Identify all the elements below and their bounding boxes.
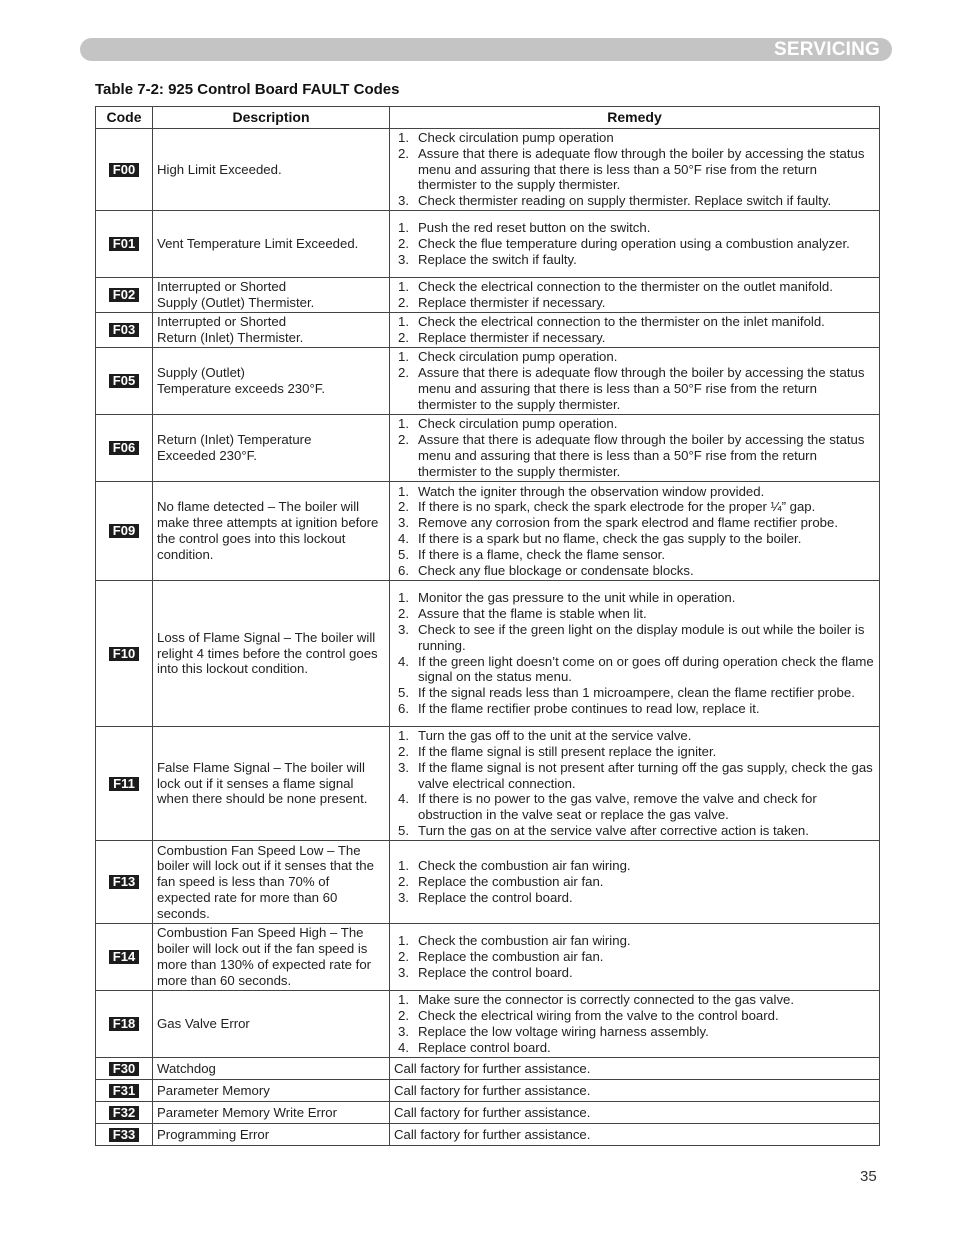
remedy-step xyxy=(394,531,875,547)
step-text: Check the electrical connection to the thermister on the inlet manifold. xyxy=(418,314,825,330)
step-number: 2. xyxy=(398,432,409,448)
step-text: Remove any corrosion from the spark electrod and flame rectifier probe. xyxy=(418,515,838,531)
remedy-text: Call factory for further assistance. xyxy=(394,1104,591,1120)
step-text: If the flame rectifier probe continues to read low, replace it. xyxy=(418,700,760,716)
remedy-step xyxy=(394,791,875,823)
remedy-step xyxy=(394,279,875,295)
description-cell xyxy=(153,581,390,727)
remedy-step xyxy=(394,949,875,965)
description-cell xyxy=(153,1124,390,1146)
step-text: Make sure the connector is correctly connected to the gas valve. xyxy=(418,992,795,1008)
description-line: Watchdog xyxy=(157,1060,216,1076)
description-line: Supply (Outlet) Thermister. xyxy=(157,295,315,310)
step-text: If there is no spark, check the spark electrode for the proper ¼” gap. xyxy=(418,499,816,515)
fault-code-badge: F30 xyxy=(109,1062,139,1076)
fault-code-cell xyxy=(96,1102,153,1124)
description-line: No flame detected – The boiler will make three attempts at ignition before the control goes into this lockout condition. xyxy=(157,499,379,562)
remedy-cell xyxy=(390,313,880,348)
remedy-cell xyxy=(390,841,880,924)
remedy-step xyxy=(394,146,875,193)
remedy-step xyxy=(394,858,875,874)
table-row xyxy=(96,415,880,482)
remedy-steps xyxy=(394,220,875,267)
step-text: Check thermister reading on supply thermister. Replace switch if faulty. xyxy=(418,193,832,209)
step-text: Replace the combustion air fan. xyxy=(418,874,604,890)
step-text: Replace the control board. xyxy=(418,889,573,905)
description-line: Temperature exceeds 230°F. xyxy=(157,381,326,396)
step-text: Assure that there is adequate flow through the boiler by accessing the status menu and assuring that there is less than a 50°F rise from the return thermister to the supply thermister. xyxy=(418,432,865,479)
remedy-step xyxy=(394,965,875,981)
step-number: 3. xyxy=(398,193,409,209)
step-number: 1. xyxy=(398,933,409,949)
table-body xyxy=(96,129,880,1146)
fault-code-badge: F01 xyxy=(109,237,139,251)
step-text: Check the electrical connection to the thermister on the outlet manifold. xyxy=(418,279,833,295)
step-number: 1. xyxy=(398,483,409,499)
fault-code-badge: F31 xyxy=(109,1084,139,1098)
fault-code-cell xyxy=(96,482,153,581)
remedy-step xyxy=(394,484,875,500)
step-text: Assure that there is adequate flow through the boiler by accessing the status menu and assuring that there is less than a 50°F rise from the return thermister to the supply thermister. xyxy=(418,145,865,193)
remedy-step xyxy=(394,515,875,531)
description-cell xyxy=(153,348,390,415)
step-number: 1. xyxy=(398,314,409,330)
fault-code-cell xyxy=(96,924,153,991)
step-text: If the flame signal is still present replace the igniter. xyxy=(418,744,717,759)
description-cell xyxy=(153,727,390,841)
step-number: 1. xyxy=(398,130,409,145)
description-line: Loss of Flame Signal – The boiler will relight 4 times before the control goes into this lockout condition. xyxy=(157,629,378,677)
step-number: 1. xyxy=(398,349,409,365)
table-row xyxy=(96,482,880,581)
table-row xyxy=(96,313,880,348)
fault-code-cell xyxy=(96,1080,153,1102)
step-text: Check circulation pump operation. xyxy=(418,416,618,432)
fault-code-cell xyxy=(96,348,153,415)
table-row xyxy=(96,1124,880,1146)
description-line: High Limit Exceeded. xyxy=(157,161,282,177)
step-number: 2. xyxy=(398,236,409,252)
fault-code-cell xyxy=(96,278,153,313)
remedy-cell xyxy=(390,924,880,991)
remedy-step xyxy=(394,728,875,744)
fault-code-cell xyxy=(96,1058,153,1080)
fault-code-cell xyxy=(96,581,153,727)
step-number: 3. xyxy=(398,515,409,531)
remedy-step xyxy=(394,349,875,365)
fault-code-badge: F06 xyxy=(109,441,139,455)
fault-code-badge: F18 xyxy=(109,1017,139,1031)
description-line: Exceeded 230°F. xyxy=(157,448,257,463)
step-number: 5. xyxy=(398,546,409,562)
description-line: Return (Inlet) Temperature xyxy=(157,432,312,448)
step-text: Replace the low voltage wiring harness assembly. xyxy=(418,1024,709,1039)
section-header-bar xyxy=(80,38,892,61)
step-number: 3. xyxy=(398,1024,409,1039)
fault-code-cell xyxy=(96,415,153,482)
remedy-steps xyxy=(394,484,875,579)
remedy-steps xyxy=(394,992,875,1055)
step-text: Assure that there is adequate flow through the boiler by accessing the status menu and assuring that there is less than a 50°F rise from the return thermister to the supply thermister. xyxy=(418,365,865,412)
description-cell xyxy=(153,129,390,211)
remedy-step xyxy=(394,654,875,686)
remedy-step xyxy=(394,193,875,209)
fault-code-badge: F09 xyxy=(109,524,139,538)
step-text: Replace thermister if necessary. xyxy=(418,330,606,345)
column-header-description: Description xyxy=(153,107,390,129)
table-row xyxy=(96,924,880,991)
fault-code-cell xyxy=(96,841,153,924)
remedy-step xyxy=(394,1040,875,1056)
remedy-cell xyxy=(390,211,880,278)
remedy-step xyxy=(394,823,875,839)
step-number: 2. xyxy=(398,365,409,381)
remedy-step xyxy=(394,314,875,330)
step-text: Monitor the gas pressure to the unit while in operation. xyxy=(418,590,736,606)
description-line: Interrupted or Shorted xyxy=(157,314,287,330)
remedy-cell xyxy=(390,991,880,1058)
fault-code-cell xyxy=(96,1124,153,1146)
description-cell xyxy=(153,991,390,1058)
fault-code-cell xyxy=(96,991,153,1058)
fault-code-table xyxy=(95,106,880,1146)
step-number: 3. xyxy=(398,889,409,905)
step-number: 1. xyxy=(398,416,409,432)
step-text: If the flame signal is not present after turning off the gas supply, check the gas valve electrical connection. xyxy=(418,759,873,791)
fault-code-cell xyxy=(96,313,153,348)
fault-code-badge: F02 xyxy=(109,288,139,302)
section-title: SERVICING xyxy=(774,39,880,60)
remedy-text: Call factory for further assistance. xyxy=(394,1082,591,1098)
remedy-cell xyxy=(390,727,880,841)
remedy-step xyxy=(394,992,875,1008)
step-number: 1. xyxy=(398,220,409,236)
column-header-remedy: Remedy xyxy=(390,107,880,129)
fault-code-badge: F14 xyxy=(109,950,139,964)
remedy-step xyxy=(394,890,875,906)
step-number: 6. xyxy=(398,700,409,716)
description-cell xyxy=(153,482,390,581)
step-text: Check the electrical wiring from the valve to the control board. xyxy=(418,1008,779,1024)
table-header-row xyxy=(96,107,880,129)
step-number: 2. xyxy=(398,145,409,161)
remedy-step xyxy=(394,295,875,311)
fault-code-cell xyxy=(96,211,153,278)
step-number: 1. xyxy=(398,279,409,295)
step-number: 2. xyxy=(398,949,409,965)
step-text: Replace the control board. xyxy=(418,964,573,980)
fault-code-badge: F11 xyxy=(109,777,139,791)
step-text: Replace control board. xyxy=(418,1039,551,1055)
remedy-step xyxy=(394,590,875,606)
table-row xyxy=(96,1058,880,1080)
remedy-cell xyxy=(390,129,880,211)
remedy-step xyxy=(394,744,875,760)
description-cell xyxy=(153,924,390,991)
description-cell xyxy=(153,211,390,278)
step-number: 2. xyxy=(398,874,409,890)
description-cell xyxy=(153,278,390,313)
fault-code-badge: F10 xyxy=(109,647,139,661)
step-text: Replace thermister if necessary. xyxy=(418,295,606,310)
fault-code-badge: F03 xyxy=(109,323,139,337)
description-line: Programming Error xyxy=(157,1126,270,1142)
description-cell xyxy=(153,313,390,348)
step-text: If the signal reads less than 1 microampere, clean the flame rectifier probe. xyxy=(418,685,855,701)
remedy-step xyxy=(394,130,875,146)
step-text: Turn the gas on at the service valve after corrective action is taken. xyxy=(418,822,809,838)
remedy-step xyxy=(394,236,875,252)
step-text: Check circulation pump operation. xyxy=(418,349,618,365)
table-row xyxy=(96,1080,880,1102)
remedy-step xyxy=(394,606,875,622)
remedy-text: Call factory for further assistance. xyxy=(394,1060,591,1076)
step-number: 5. xyxy=(398,822,409,838)
description-line: Vent Temperature Limit Exceeded. xyxy=(157,236,359,252)
step-text: Check circulation pump operation xyxy=(418,130,614,145)
remedy-step xyxy=(394,547,875,563)
remedy-step xyxy=(394,933,875,949)
table-row xyxy=(96,348,880,415)
fault-code-badge: F33 xyxy=(109,1128,139,1142)
step-number: 2. xyxy=(398,330,409,345)
description-line: Supply (Outlet) xyxy=(157,365,245,381)
remedy-cell xyxy=(390,1102,880,1124)
description-cell xyxy=(153,841,390,924)
remedy-steps xyxy=(394,858,875,905)
remedy-steps xyxy=(394,590,875,716)
step-number: 2. xyxy=(398,295,409,310)
remedy-step xyxy=(394,563,875,579)
step-text: Watch the igniter through the observation window provided. xyxy=(418,483,765,499)
step-number: 4. xyxy=(398,531,409,546)
remedy-step xyxy=(394,252,875,268)
step-text: If the green light doesn’t come on or goes off during operation check the flame signal on the status menu. xyxy=(418,653,874,685)
remedy-steps xyxy=(394,728,875,839)
remedy-step xyxy=(394,330,875,346)
remedy-cell xyxy=(390,482,880,581)
fault-code-badge: F32 xyxy=(109,1106,139,1120)
remedy-step xyxy=(394,874,875,890)
remedy-step xyxy=(394,760,875,792)
table-row xyxy=(96,841,880,924)
remedy-cell xyxy=(390,1058,880,1080)
description-cell xyxy=(153,1058,390,1080)
description-line: Combustion Fan Speed High – The boiler will lock out if the fan speed is more than 130% of expected rate for more than 60 seconds. xyxy=(157,925,372,988)
step-number: 3. xyxy=(398,251,409,267)
remedy-steps xyxy=(394,130,875,209)
step-number: 5. xyxy=(398,685,409,701)
step-text: Turn the gas off to the unit at the service valve. xyxy=(418,728,692,744)
description-line: Combustion Fan Speed Low – The boiler will lock out if it senses that the fan speed is less than 70% of expected rate for more than 60 seconds. xyxy=(157,842,374,921)
fault-code-cell xyxy=(96,727,153,841)
fault-code-badge: F13 xyxy=(109,875,139,889)
step-text: If there is no power to the gas valve, remove the valve and check for obstruction in the valve seat or replace the gas valve. xyxy=(418,791,817,823)
remedy-cell xyxy=(390,348,880,415)
remedy-step xyxy=(394,622,875,654)
step-number: 2. xyxy=(398,499,409,515)
description-line: Gas Valve Error xyxy=(157,1016,250,1032)
remedy-cell xyxy=(390,278,880,313)
step-number: 1. xyxy=(398,728,409,744)
fault-code-cell xyxy=(96,129,153,211)
remedy-step xyxy=(394,499,875,515)
step-text: If there is a spark but no flame, check the gas supply to the boiler. xyxy=(418,531,802,546)
remedy-step xyxy=(394,220,875,236)
step-number: 3. xyxy=(398,964,409,980)
step-text: If there is a flame, check the flame sensor. xyxy=(418,546,666,562)
remedy-steps xyxy=(394,279,875,311)
step-number: 1. xyxy=(398,590,409,606)
remedy-cell xyxy=(390,415,880,482)
remedy-cell xyxy=(390,1080,880,1102)
description-line: Return (Inlet) Thermister. xyxy=(157,330,304,345)
remedy-step xyxy=(394,365,875,412)
step-number: 2. xyxy=(398,1008,409,1024)
step-number: 3. xyxy=(398,759,409,775)
step-number: 4. xyxy=(398,791,409,807)
step-number: 6. xyxy=(398,562,409,578)
table-row xyxy=(96,581,880,727)
description-line: Parameter Memory xyxy=(157,1082,270,1098)
table-row xyxy=(96,1102,880,1124)
remedy-step xyxy=(394,416,875,432)
table-row xyxy=(96,129,880,211)
step-text: Check to see if the green light on the display module is out while the boiler is running. xyxy=(418,621,865,653)
step-number: 1. xyxy=(398,992,409,1008)
remedy-steps xyxy=(394,933,875,980)
step-text: Push the red reset button on the switch. xyxy=(418,220,651,236)
step-number: 3. xyxy=(398,621,409,637)
remedy-cell xyxy=(390,581,880,727)
step-text: Check the combustion air fan wiring. xyxy=(418,933,631,949)
step-number: 1. xyxy=(398,858,409,874)
step-number: 4. xyxy=(398,1039,409,1055)
description-line: False Flame Signal – The boiler will lock out if it senses a flame signal when there should be none present. xyxy=(157,759,368,807)
fault-code-badge: F00 xyxy=(109,163,139,177)
step-text: Check the combustion air fan wiring. xyxy=(418,858,631,874)
description-line: Interrupted or Shorted xyxy=(157,279,287,295)
remedy-step xyxy=(394,701,875,717)
description-cell xyxy=(153,1102,390,1124)
remedy-steps xyxy=(394,416,875,479)
remedy-step xyxy=(394,1008,875,1024)
step-number: 2. xyxy=(398,606,409,622)
step-number: 2. xyxy=(398,744,409,759)
table-title: Table 7-2: 925 Control Board FAULT Codes xyxy=(95,81,400,98)
remedy-step xyxy=(394,1024,875,1040)
remedy-steps xyxy=(394,349,875,412)
remedy-cell xyxy=(390,1124,880,1146)
table-row xyxy=(96,727,880,841)
fault-code-badge: F05 xyxy=(109,374,139,388)
step-text: Check the flue temperature during operation using a combustion analyzer. xyxy=(418,236,850,252)
table-row xyxy=(96,278,880,313)
remedy-step xyxy=(394,685,875,701)
remedy-text: Call factory for further assistance. xyxy=(394,1126,591,1142)
step-text: Replace the switch if faulty. xyxy=(418,251,577,267)
description-line: Parameter Memory Write Error xyxy=(157,1104,338,1120)
table-row xyxy=(96,991,880,1058)
description-cell xyxy=(153,1080,390,1102)
step-text: Replace the combustion air fan. xyxy=(418,949,604,965)
page-number: 35 xyxy=(860,1168,877,1185)
remedy-steps xyxy=(394,314,875,346)
step-text: Check any flue blockage or condensate blocks. xyxy=(418,562,694,578)
step-text: Assure that the flame is stable when lit. xyxy=(418,606,647,622)
step-number: 4. xyxy=(398,653,409,669)
table-row xyxy=(96,211,880,278)
column-header-code: Code xyxy=(96,107,153,129)
remedy-step xyxy=(394,432,875,479)
description-cell xyxy=(153,415,390,482)
